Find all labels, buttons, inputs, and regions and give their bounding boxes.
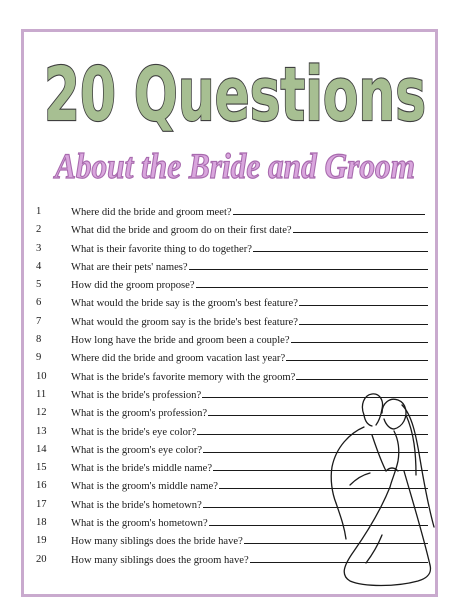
question-label: What are their pets' names? (71, 261, 188, 273)
question-label: What is the bride's hometown? (71, 499, 202, 511)
question-item (36, 258, 436, 276)
question-number: 6 (36, 297, 42, 309)
answer-blank[interactable] (286, 349, 428, 361)
question-label: Where did the bride and groom meet? (71, 207, 232, 218)
question-number: 20 (36, 553, 47, 565)
question-item (36, 240, 436, 258)
question-label: How many siblings does the bride have? (71, 536, 243, 548)
question-number: 10 (36, 370, 47, 382)
question-text (71, 221, 428, 240)
page-subtitle (40, 142, 430, 188)
question-text (71, 294, 428, 313)
question-label: What would the groom say is the bride's best feature? (71, 316, 298, 328)
answer-blank[interactable] (196, 276, 428, 288)
question-number: 1 (36, 206, 42, 217)
question-number: 3 (36, 242, 42, 254)
answer-blank[interactable] (293, 221, 428, 233)
question-number: 2 (36, 224, 42, 236)
question-text (71, 331, 428, 350)
question-item (36, 203, 436, 221)
page-title (40, 32, 430, 142)
question-label: What is the bride's middle name? (71, 463, 213, 475)
question-text (71, 349, 428, 368)
question-text (71, 276, 428, 295)
question-number: 16 (36, 480, 47, 492)
question-label: How long have the bride and groom been a couple? (71, 335, 290, 347)
question-label: What would the bride say is the groom's best feature? (71, 298, 298, 310)
question-number: 14 (36, 443, 47, 455)
question-number: 9 (36, 352, 42, 364)
page-subtitle-text: About the Bride and Groom (53, 146, 415, 186)
question-number: 15 (36, 462, 47, 474)
bride-and-groom-icon (320, 375, 436, 587)
question-number: 4 (36, 260, 42, 272)
question-item (36, 221, 436, 239)
question-number: 17 (36, 498, 47, 510)
question-label: Where did the bride and groom vacation last year? (71, 353, 286, 365)
answer-blank[interactable] (253, 240, 428, 252)
question-label: What is the groom's middle name? (71, 481, 218, 493)
answer-blank[interactable] (233, 203, 425, 215)
question-number: 18 (36, 517, 47, 529)
question-label: How many siblings does the groom have? (71, 554, 249, 566)
question-text (71, 258, 428, 277)
answer-blank[interactable] (299, 313, 428, 325)
question-text (71, 313, 428, 332)
question-label: What is their favorite thing to do together? (71, 243, 252, 255)
page-title-text: 20 Questions (44, 52, 426, 138)
question-number: 7 (36, 315, 42, 327)
question-item (36, 294, 436, 312)
question-label: What is the bride's favorite memory with the groom? (71, 371, 296, 383)
question-item (36, 313, 436, 331)
question-number: 19 (36, 535, 47, 547)
answer-blank[interactable] (299, 294, 428, 306)
question-number: 13 (36, 425, 47, 437)
question-label: What is the groom's hometown? (71, 518, 208, 530)
question-number: 8 (36, 334, 42, 346)
question-item (36, 276, 436, 294)
question-item (36, 349, 436, 367)
question-label: What is the bride's eye color? (71, 426, 197, 438)
question-item (36, 331, 436, 349)
question-label: What did the bride and groom do on their first date? (71, 225, 292, 237)
question-text (71, 240, 428, 259)
question-number: 12 (36, 407, 47, 419)
answer-blank[interactable] (189, 258, 428, 270)
answer-blank[interactable] (291, 331, 428, 343)
question-label: What is the bride's profession? (71, 389, 202, 401)
question-label: What is the groom's eye color? (71, 444, 203, 456)
question-label: What is the groom's profession? (71, 408, 208, 420)
question-number: 11 (36, 388, 47, 400)
question-number: 5 (36, 279, 42, 291)
question-text (71, 203, 425, 222)
question-label: How did the groom propose? (71, 280, 195, 292)
